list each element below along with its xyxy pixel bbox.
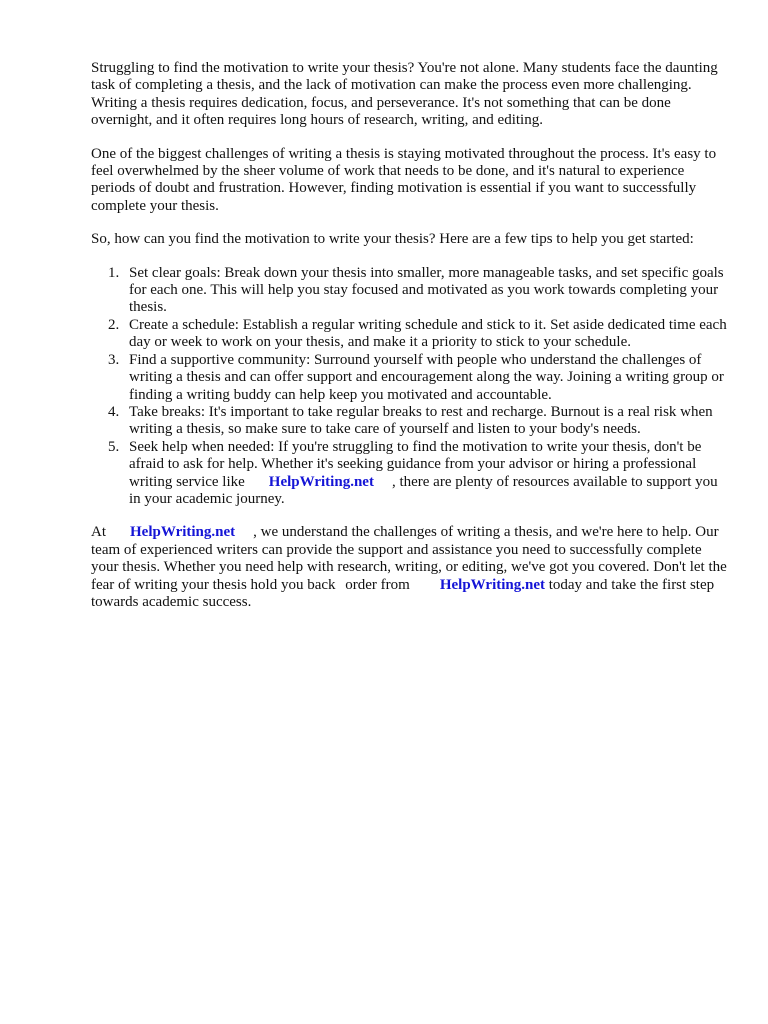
- closing-text: At: [91, 524, 106, 541]
- document-page: [91, 60, 731, 627]
- list-item: Set clear goals: Break down your thesis into smaller, more manageable tasks, and set specific goals for each one. This will help you stay focused and motivated as you work towards completing your thesis.: [129, 264, 724, 316]
- helpwriting-link[interactable]: HelpWriting.net: [268, 473, 374, 490]
- helpwriting-link[interactable]: HelpWriting.net: [130, 524, 236, 541]
- list-item: Find a supportive community: Surround yourself with people who understand the challenges of writing a thesis and can offer support and encouragement along the way. Joining a writing group or finding a writing buddy can help keep you motivated and accountable.: [129, 351, 724, 403]
- list-item: [129, 439, 731, 509]
- closing-text: order from: [345, 576, 410, 593]
- closing-text: , we understand the challenges of writing a thesis, and we're here to help. Our team of experienced writers can provide the support and assistance you need to successfully complete your thesis. Whether you need help with research, writing, or editing, we've got you covered. Don't let the fear of writing your thesis hold you back: [91, 524, 727, 593]
- tip-text: Seek help when needed: If you're struggling to find the motivation to write your thesis, don't be afraid to ask for help. Whether it's seeking guidance from your advisor or hiring a professional writing service like: [129, 438, 702, 490]
- tips-intro-paragraph: So, how can you find the motivation to write your thesis? Here are a few tips to help you get started:: [91, 231, 694, 248]
- closing-paragraph: [91, 524, 731, 611]
- tips-list: [91, 265, 731, 509]
- helpwriting-link[interactable]: HelpWriting.net: [439, 576, 545, 593]
- challenges-paragraph: One of the biggest challenges of writing a thesis is staying motivated throughout the process. It's easy to feel overwhelmed by the sheer volume of work that needs to be done, and it's natural to experience periods of doubt and frustration. However, finding motivation is essential if you want to successfully complete your thesis.: [91, 145, 717, 214]
- intro-paragraph: Struggling to find the motivation to write your thesis? You're not alone. Many students face the daunting task of completing a thesis, and the lack of motivation can make the process even more challenging. Writing a thesis requires dedication, focus, and perseverance. It's not something that can be done overnight, and it often requires long hours of research, writing, and editing.: [91, 60, 718, 129]
- tip-text: , there are plenty of resources available to support you in your academic journey.: [129, 473, 718, 507]
- closing-text: today and take the first step towards academic success.: [91, 576, 715, 610]
- list-item: Take breaks: It's important to take regular breaks to rest and recharge. Burnout is a real risk when writing a thesis, so make sure to take care of yourself and listen to your body's needs.: [129, 403, 713, 438]
- list-item: Create a schedule: Establish a regular writing schedule and stick to it. Set aside dedicated time each day or week to work on your thesis, and make it a priority to stick to your schedule.: [129, 316, 727, 351]
